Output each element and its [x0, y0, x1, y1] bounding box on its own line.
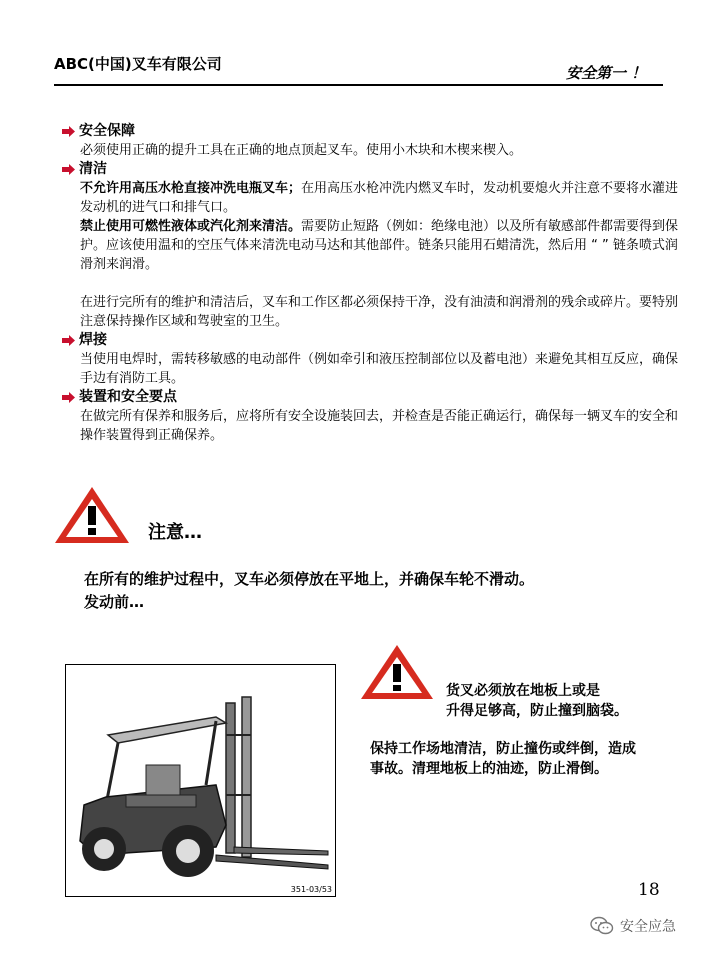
- bold-text: 不允许用高压水枪直接冲洗电瓶叉车；: [80, 181, 302, 196]
- watermark-text: 安全应急: [620, 919, 676, 935]
- main-content: [62, 122, 682, 445]
- section-heading-devices: [62, 388, 682, 407]
- section-text: 在做完所有保养和服务后，应将所有安全设施装回去，并检查是否能正确运行，确保每一辆叉车的安全和操作装置得到正确保养。: [80, 409, 679, 443]
- bold-text: 禁止使用可燃性液体或汽化剂来清洁。: [80, 219, 302, 234]
- side-note-cleanliness: [370, 739, 690, 779]
- section-text: 在进行完所有的维护和清洁后，叉车和工作区都必须保持干净，没有油渍和润滑剂的残余或碎片。要特别注意保持操作区域和驾驶室的卫生。: [80, 295, 679, 329]
- section-heading-welding: [62, 331, 682, 350]
- page-number: 18: [638, 880, 660, 900]
- notice-line: 发动前…: [84, 593, 145, 611]
- header-rule: [54, 84, 663, 86]
- arrow-bullet-icon: [62, 392, 75, 403]
- side-line: 货叉必须放在地板上或是: [446, 683, 600, 699]
- section-text: [80, 217, 682, 274]
- watermark: [590, 916, 676, 936]
- side-line: 升得足够高，防止撞到脑袋。: [446, 703, 628, 719]
- company-name: ABC(中国)叉车有限公司: [54, 55, 222, 73]
- figure-label: 351-03/53: [290, 885, 332, 894]
- arrow-bullet-icon: [62, 164, 75, 175]
- section-title: 装置和安全要点: [79, 389, 177, 405]
- section-title: 焊接: [79, 332, 107, 348]
- section-text: 当使用电焊时，需转移敏感的电动部件（例如牵引和液压控制部位以及蓄电池）来避免其相互反应，确保手边有消防工具。: [80, 352, 679, 386]
- side-line: 保持工作场地清洁，防止撞伤或绊倒，造成: [370, 741, 636, 757]
- notice-title: 注意…: [148, 522, 202, 543]
- body-text: 需要防止短路（例如：绝缘电池）以及所有敏感部件都需要得到保护。应该使用温和的空压气体来清洗电动马达和其他部件。链条只能用石蜡清洗，然后用 “ ” 链条喷式润滑剂来润滑。: [80, 219, 679, 272]
- side-line: 事故。清理地板上的油迹，防止滑倒。: [370, 761, 608, 777]
- arrow-bullet-icon: [62, 335, 75, 346]
- section-heading-safety: [62, 122, 682, 141]
- arrow-bullet-icon: [62, 126, 75, 137]
- section-title: 安全保障: [79, 123, 135, 139]
- section-text: 必须使用正确的提升工具在正确的地点顶起叉车。使用小木块和木楔来楔入。: [80, 143, 523, 158]
- warning-triangle-icon: [52, 484, 132, 546]
- forklift-figure: [65, 664, 336, 897]
- wechat-icon: [590, 916, 614, 936]
- warning-triangle-icon: [358, 642, 436, 702]
- body-text: 在用高压水枪冲洗内燃叉车时，发动机要熄火并注意不要将水灌进发动机的进气口和排气口。: [80, 181, 679, 215]
- notice-text: [84, 568, 534, 614]
- spacer: [62, 274, 682, 293]
- forklift-icon: [66, 665, 335, 896]
- side-note-forks: [446, 681, 628, 721]
- section-text: [80, 179, 682, 217]
- section-title: 清洁: [79, 161, 107, 177]
- motto: 安全第一 ！: [566, 64, 647, 82]
- section-heading-cleaning: [62, 160, 682, 179]
- notice-line: 在所有的维护过程中，叉车必须停放在平地上，并确保车轮不滑动。: [84, 570, 535, 588]
